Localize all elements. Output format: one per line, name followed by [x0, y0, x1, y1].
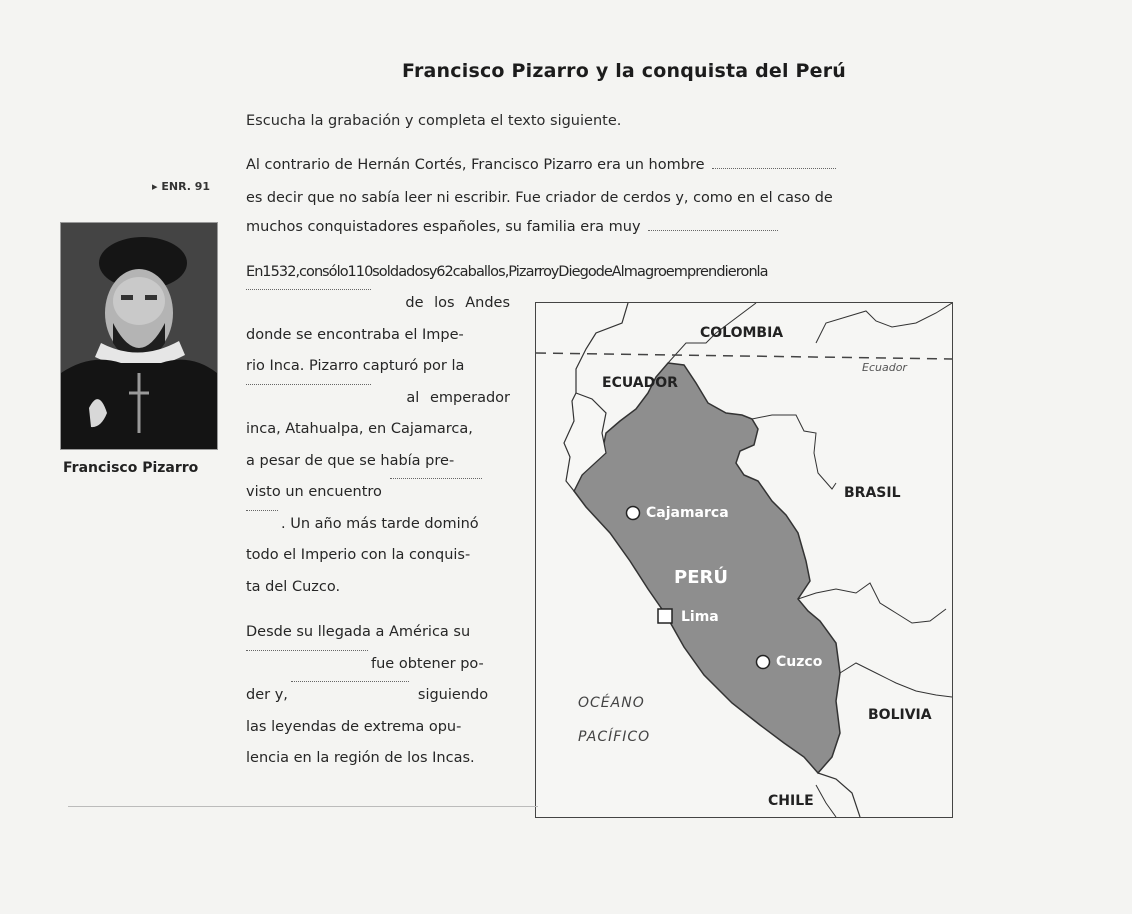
column-row-7-text: visto un encuentro [246, 484, 382, 500]
column-row-9: todo el Imperio con la conquis- [246, 547, 471, 563]
city-marker-cajamarca [627, 507, 640, 520]
column-row-15: lencia en la región de los Incas. [246, 750, 475, 766]
city-marker-lima [658, 609, 672, 623]
paragraph-line-3-text: muchos conquistadores españoles, su familia era muy [246, 219, 641, 235]
column-row-1-text: de los Andes [405, 295, 510, 311]
paragraph-line-1 [246, 157, 839, 173]
blank-answer-7[interactable] [246, 649, 368, 651]
map-label-bolivia: BOLIVIA [868, 707, 932, 723]
map-peru [535, 302, 953, 818]
column-row-4 [246, 383, 510, 415]
map-label-ecuador: ECUADOR [602, 375, 678, 391]
column-row-12-text: fue obtener po- [371, 655, 484, 672]
page-title: Francisco Pizarro y la conquista del Perú [402, 60, 847, 82]
map-label-colombia: COLOMBIA [700, 325, 784, 341]
instruction-text: Escucha la grabación y completa el texto siguiente. [246, 113, 622, 129]
map-label-chile: CHILE [768, 793, 814, 809]
map-label-peru: PERÚ [674, 567, 728, 588]
map-label-brasil: BRASIL [844, 485, 901, 501]
audio-reference: ▸ ENR. 91 [152, 180, 211, 193]
city-label-cuzco: Cuzco [776, 654, 823, 670]
city-label-cajamarca: Cajamarca [646, 505, 729, 521]
bottom-divider [68, 806, 538, 807]
column-row-8-text: Un año más tarde dominó [290, 515, 479, 532]
blank-answer-5[interactable] [390, 477, 482, 479]
portrait-caption: Francisco Pizarro [63, 460, 199, 476]
column-row-7 [246, 477, 510, 509]
paragraph-line-4: En 1532, con sólo 110 soldados y 62 caballos, Pizarro y Diego de Almagro emprendieron la [246, 264, 768, 280]
column-row-11: Desde su llegada a América su [246, 624, 471, 640]
blank-answer-2[interactable] [648, 229, 778, 231]
paragraph-line-2: es decir que no sabía leer ni escribir. Fue criador de cerdos y, como en el caso de [246, 190, 833, 206]
portrait-image [61, 223, 217, 449]
blank-answer-8[interactable] [291, 680, 409, 682]
column-row-10: ta del Cuzco. [246, 578, 341, 595]
text-column [246, 288, 510, 775]
blank-answer-6[interactable] [246, 509, 278, 511]
city-marker-cuzco [757, 656, 770, 669]
column-row-3: rio Inca. Pizarro capturó por la [246, 358, 465, 374]
blank-answer-4[interactable] [246, 383, 371, 385]
map-label-ecuador-line: Ecuador [862, 361, 907, 374]
column-row-13-text-a: der y [246, 687, 284, 703]
column-row-5: inca, Atahualpa, en Cajamarca, [246, 421, 473, 437]
paragraph-line-3 [246, 219, 781, 235]
column-row-14: las leyendas de extrema opu- [246, 718, 462, 735]
column-row-2: donde se encontraba el Impe- [246, 326, 464, 343]
column-row-8: . Un año más tarde dominó [246, 509, 510, 541]
column-row-6: a pesar de que se había pre- [246, 452, 455, 469]
column-row-12 [246, 649, 510, 681]
map-label-ocean-1: OCÉANO [578, 695, 645, 711]
portrait-francisco-pizarro [60, 222, 218, 450]
column-row-4-text: al emperador [406, 389, 510, 406]
map-label-ocean-2: PACÍFICO [578, 729, 651, 745]
city-label-lima: Lima [681, 609, 719, 625]
column-row-1 [246, 288, 510, 320]
paragraph-line-1-text: Al contrario de Hernán Cortés, Francisco Pizarro era un hombre [246, 157, 705, 173]
column-row-13-text-b: siguiendo [417, 687, 489, 703]
column-row-13: der y , siguiendo [246, 680, 510, 712]
blank-answer-3[interactable] [246, 288, 371, 290]
blank-answer-1[interactable] [712, 167, 836, 169]
